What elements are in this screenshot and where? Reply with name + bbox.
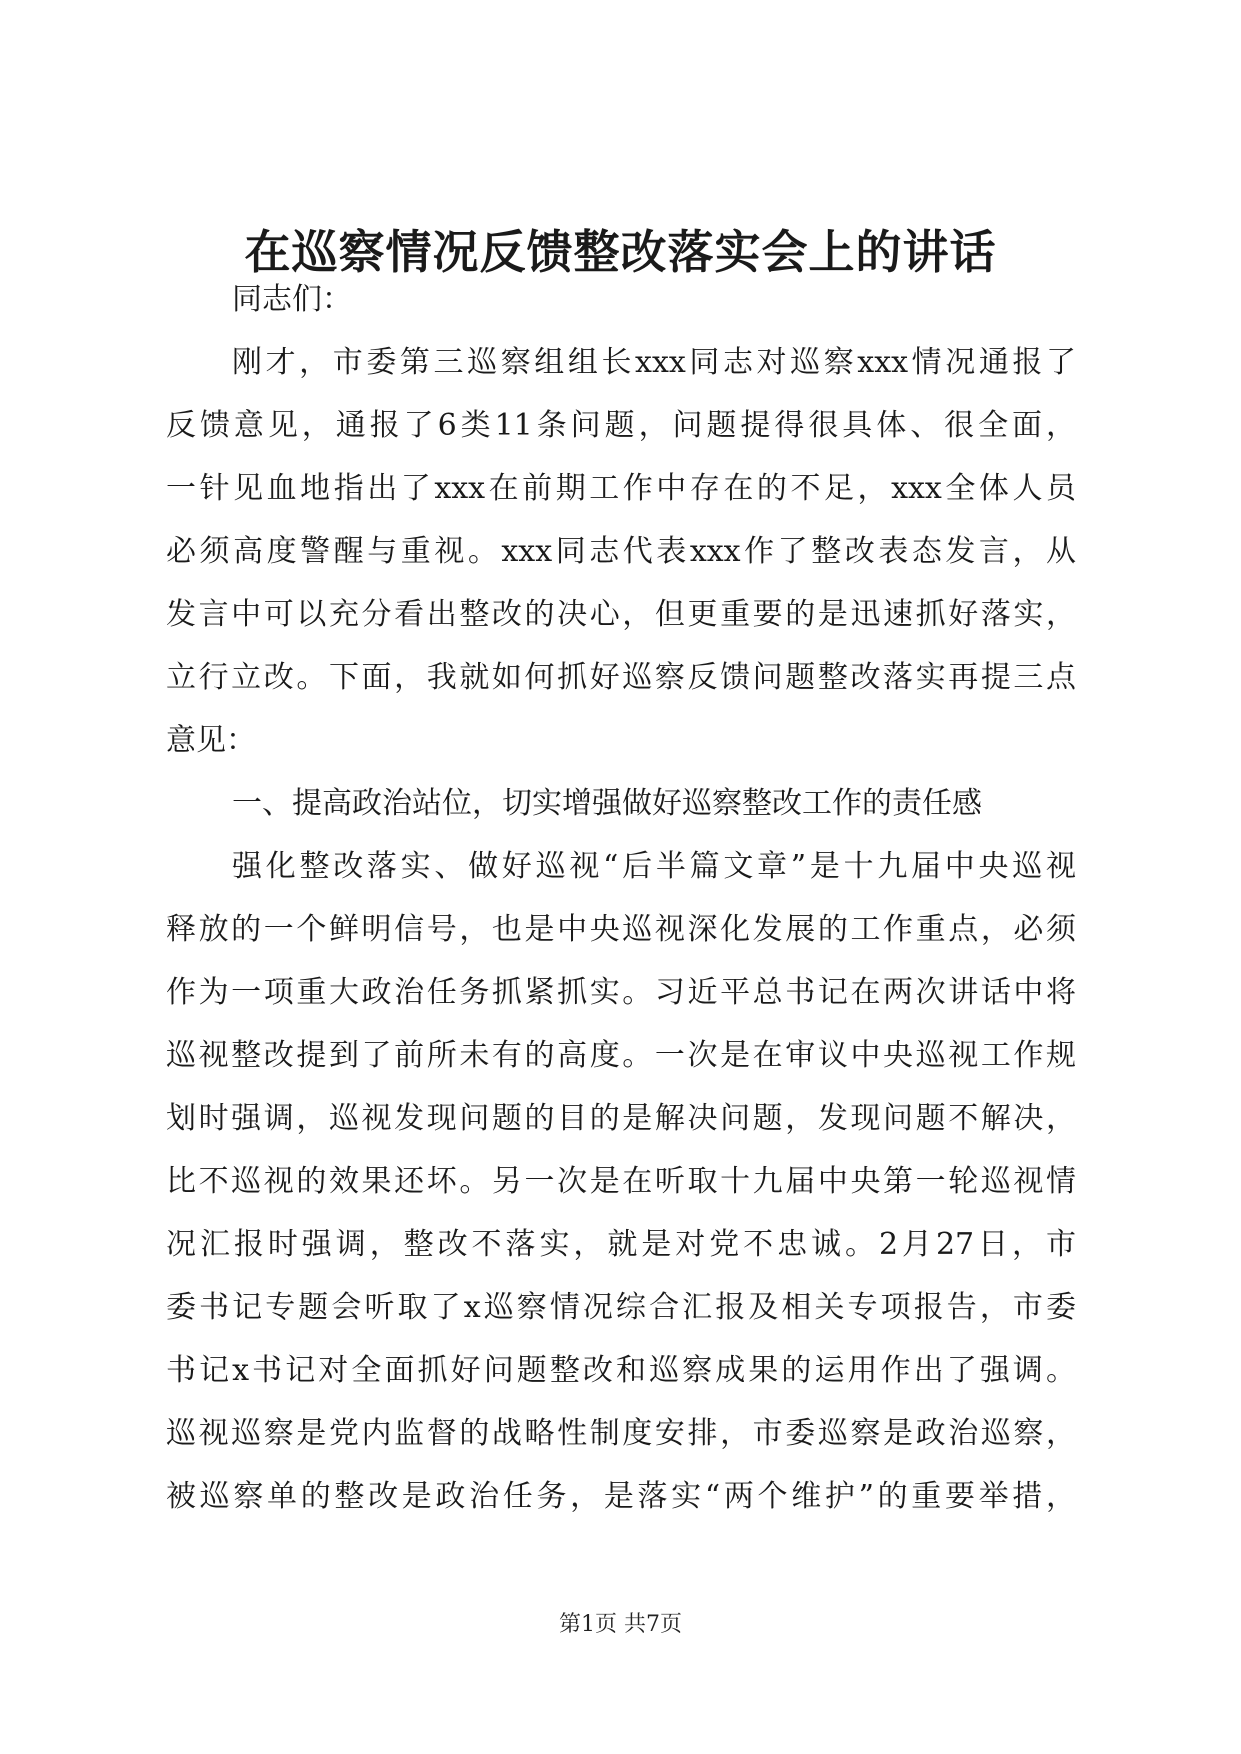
- paragraph-line: 划时强调，巡视发现问题的目的是解决问题，发现问题不解决，: [166, 1101, 1076, 1136]
- document-body: [166, 268, 1076, 1528]
- paragraph-line: 一针见血地指出了xxx在前期工作中存在的不足，xxx全体人员: [166, 471, 1076, 506]
- paragraph-line: 书记x书记对全面抓好问题整改和巡察成果的运用作出了强调。: [166, 1353, 1076, 1388]
- paragraph-line: 立行立改。下面，我就如何抓好巡察反馈问题整改落实再提三点: [166, 660, 1076, 695]
- section-heading: 一、提高政治站位，切实增强做好巡察整改工作的责任感: [232, 786, 982, 821]
- page-number: 第1页 共7页: [559, 1612, 682, 1637]
- paragraph-line: 意见：: [166, 723, 256, 758]
- salutation-line: 同志们：: [232, 282, 352, 317]
- paragraph-line: 巡视整改提到了前所未有的高度。一次是在审议中央巡视工作规: [166, 1038, 1076, 1073]
- paragraph-line: 强化整改落实、做好巡视“后半篇文章”是十九届中央巡视: [232, 849, 1076, 884]
- paragraph-line: 比不巡视的效果还坏。另一次是在听取十九届中央第一轮巡视情: [166, 1164, 1076, 1199]
- paragraph-line: 必须高度警醒与重视。xxx同志代表xxx作了整改表态发言，从: [166, 534, 1076, 569]
- paragraph-line: 释放的一个鲜明信号，也是中央巡视深化发展的工作重点，必须: [166, 912, 1076, 947]
- paragraph-line: 况汇报时强调，整改不落实，就是对党不忠诚。2月27日，市: [166, 1227, 1076, 1262]
- paragraph-line: 被巡察单的整改是政治任务，是落实“两个维护”的重要举措，: [166, 1479, 1076, 1514]
- paragraph-line: 巡视巡察是党内监督的战略性制度安排，市委巡察是政治巡察，: [166, 1416, 1076, 1451]
- paragraph-line: 委书记专题会听取了x巡察情况综合汇报及相关专项报告，市委: [166, 1290, 1076, 1325]
- paragraph-line: 发言中可以充分看出整改的决心，但更重要的是迅速抓好落实，: [166, 597, 1076, 632]
- paragraph-line: 作为一项重大政治任务抓紧抓实。习近平总书记在两次讲话中将: [166, 975, 1076, 1010]
- document-title: 在巡察情况反馈整改落实会上的讲话: [244, 225, 997, 279]
- paragraph-line: 刚才，市委第三巡察组组长xxx同志对巡察xxx情况通报了: [232, 345, 1076, 380]
- paragraph-line: 反馈意见，通报了6类11条问题，问题提得很具体、很全面，: [166, 408, 1076, 443]
